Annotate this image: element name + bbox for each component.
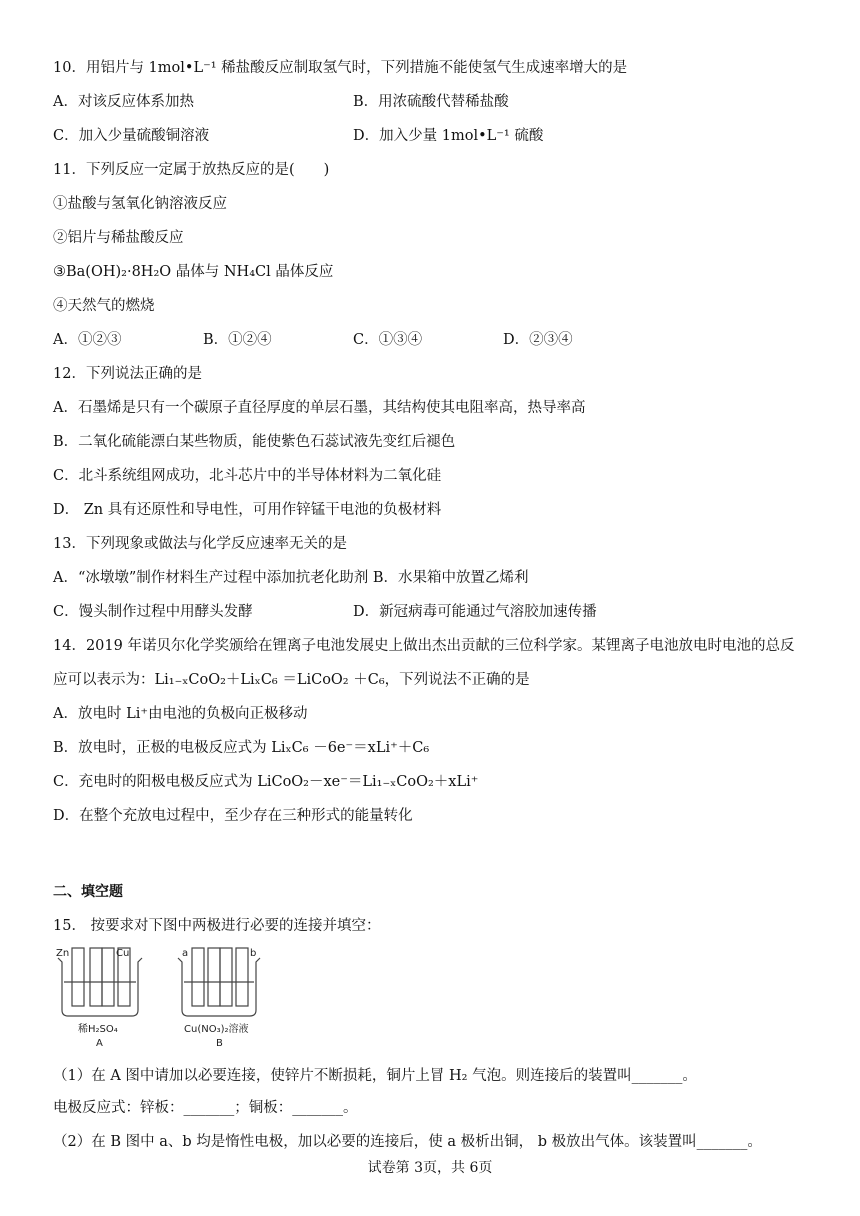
section-heading: 二、填空题	[53, 884, 123, 900]
q12-option-a: A．石墨烯是只有一个碳原子直径厚度的单层石墨，其结构使其电阻率高，热导率高	[53, 400, 586, 416]
cell-a-diagram	[58, 948, 142, 1016]
label-b: b	[250, 948, 257, 959]
electrode-a-middle-left	[90, 948, 102, 1006]
q13-option-ab: A．“冰墩墩”制作材料生产过程中添加抗老化助剂 B．水果箱中放置乙烯利	[53, 570, 529, 586]
q13-stem: 13．下列现象或做法与化学反应速率无关的是	[53, 536, 347, 552]
q12-option-d: D． Zn 具有还原性和导电性，可用作锌锰干电池的负极材料	[53, 502, 442, 518]
electrode-a	[192, 948, 204, 1006]
q14-option-a: A．放电时 Li⁺由电池的负极向正极移动	[53, 706, 308, 722]
q10-option-d: D．加入少量 1mol•L⁻¹ 硫酸	[353, 128, 544, 144]
q14-stem-line1: 14．2019 年诺贝尔化学奖颁给在锂离子电池发展史上做出杰出贡献的三位科学家。某锂离子电池放电时电池的总反	[53, 638, 795, 654]
q11-option-c: C．①③④	[353, 332, 423, 348]
q11-item-2: ②铝片与稀盐酸反应	[53, 230, 184, 246]
q10-option-b: B．用浓硫酸代替稀盐酸	[353, 94, 509, 110]
label-a: a	[182, 948, 189, 959]
label-cell-b: B	[216, 1038, 223, 1049]
cell-b-diagram	[178, 948, 260, 1016]
q14-option-b: B．放电时，正极的电极反应式为 LiₓC₆ －6e⁻＝xLi⁺＋C₆	[53, 740, 430, 756]
q13-option-c: C．馒头制作过程中用酵头发酵	[53, 604, 253, 620]
q14-option-d: D．在整个充放电过程中，至少存在三种形式的能量转化	[53, 808, 413, 824]
electrode-b	[236, 948, 248, 1006]
page-footer: 试卷第 3页，共 6页	[367, 1160, 493, 1176]
electrode-b-middle-left	[208, 948, 220, 1006]
q10-option-c: C．加入少量硫酸铜溶液	[53, 128, 210, 144]
q11-stem: 11．下列反应一定属于放热反应的是( )	[53, 162, 330, 178]
q15-stem: 15． 按要求对下图中两极进行必要的连接并填空：	[53, 918, 381, 934]
q11-option-b: B．①②④	[203, 332, 272, 348]
q12-stem: 12．下列说法正确的是	[53, 366, 202, 382]
q15-part2: （2）在 B 图中 a、b 均是惰性电极，加以必要的连接后，使 a 极析出铜， b 极放出气体。该装置叫_______。	[53, 1134, 762, 1150]
label-cell-a: A	[96, 1038, 103, 1049]
label-zn: Zn	[56, 948, 70, 959]
label-cu: Cu	[116, 948, 130, 959]
q15-part1-electrodes: 电极反应式：锌板：_______；铜板：_______。	[53, 1100, 358, 1116]
q11-option-d: D．②③④	[503, 332, 573, 348]
label-cu-no3-solution: Cu(NO₃)₂溶液	[184, 1024, 249, 1035]
electrolysis-cells-figure	[52, 940, 267, 1058]
beaker-a	[58, 958, 142, 1016]
q11-item-4: ④天然气的燃烧	[53, 298, 155, 314]
q11-item-1: ①盐酸与氢氧化钠溶液反应	[53, 196, 227, 212]
q14-stem-line2: 应可以表示为：Li₁₋ₓCoO₂＋LiₓC₆ ＝LiCoO₂ ＋C₆，下列说法不正确的是	[53, 672, 530, 688]
q14-option-c: C．充电时的阳极电极反应式为 LiCoO₂－xe⁻＝Li₁₋ₓCoO₂＋xLi⁺	[53, 774, 479, 790]
q12-option-b: B．二氧化硫能漂白某些物质，能使紫色石蕊试液先变红后褪色	[53, 434, 456, 450]
q13-option-d: D．新冠病毒可能通过气溶胶加速传播	[353, 604, 597, 620]
q10-stem: 10．用铝片与 1mol•L⁻¹ 稀盐酸反应制取氢气时，下列措施不能使氢气生成速率增大的是	[53, 60, 628, 76]
electrode-b-middle-right	[220, 948, 232, 1006]
q12-option-c: C．北斗系统组网成功，北斗芯片中的半导体材料为二氧化硅	[53, 468, 442, 484]
q15-part1: （1）在 A 图中请加以必要连接，使锌片不断损耗，铜片上冒 H₂ 气泡。则连接后的装置叫_______。	[53, 1068, 697, 1084]
q11-option-a: A．①②③	[53, 332, 122, 348]
label-dilute-h2so4: 稀H₂SO₄	[78, 1024, 118, 1035]
zn-electrode	[72, 948, 84, 1006]
electrode-a-middle-right	[102, 948, 114, 1006]
q11-item-3: ③Ba(OH)₂·8H₂O 晶体与 NH₄Cl 晶体反应	[53, 264, 334, 280]
q10-option-a: A．对该反应体系加热	[53, 94, 194, 110]
